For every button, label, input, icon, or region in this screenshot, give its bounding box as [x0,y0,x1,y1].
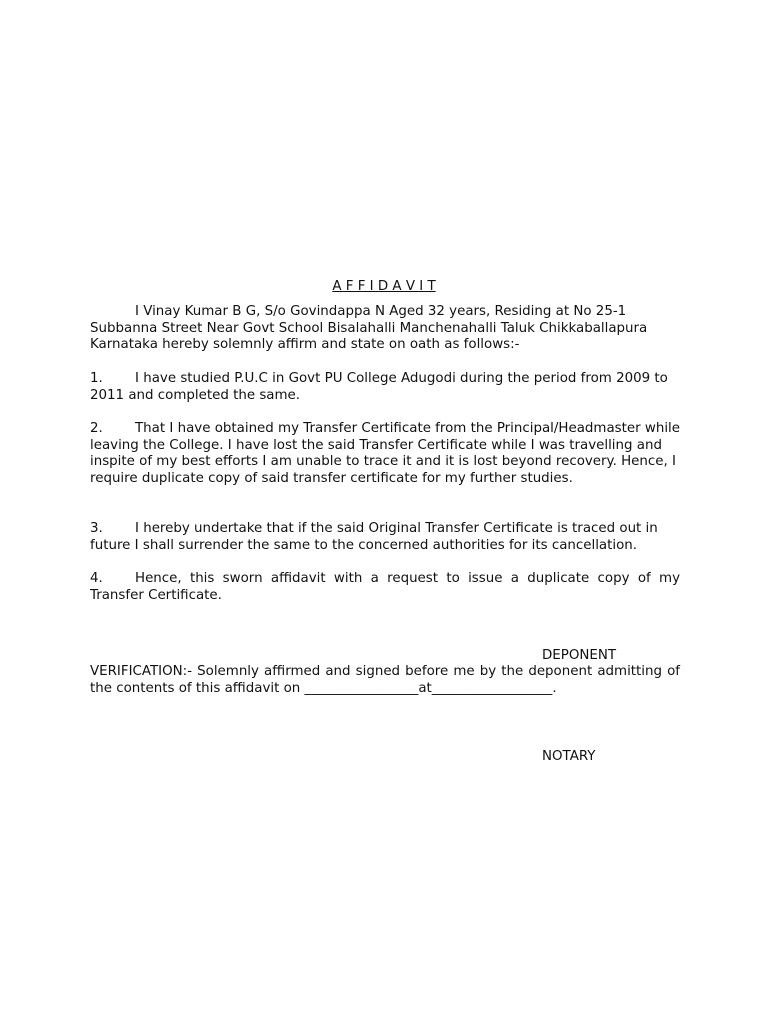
numbered-paragraph-2 [90,421,680,487]
verification-paragraph: VERIFICATION:- Solemnly affirmed and signed before me by the deponent admitting of the contents of this affidavit on _________________at__________________. [90,664,680,696]
notary-label: NOTARY [542,749,596,764]
deponent-label: DEPONENT [542,648,617,663]
paragraph-text: I hereby undertake that if the said Original Transfer Certificate is traced out in future I shall surrender the same to the concerned authorities for its cancellation. [90,521,658,553]
paragraph-number: 2. [90,421,103,436]
paragraph-text: I have studied P.U.C in Govt PU College Adugodi during the period from 2009 to 2011 and completed the same. [90,371,668,403]
intro-paragraph: I Vinay Kumar B G, S/o Govindappa N Aged 32 years, Residing at No 25-1 Subbanna Street Near Govt School Bisalahalli Manchenahalli Taluk Chikkaballapura Karnataka hereby solemnly affirm and state on oath as follows:- [90,304,648,353]
paragraph-number: 1. [90,371,103,386]
paragraph-number: 4. [90,571,103,586]
paragraph-text: That I have obtained my Transfer Certificate from the Principal/Headmaster while leaving the College. I have lost the said Transfer Certificate while I was travelling and inspite of my best efforts I am unable to trace it and it is lost beyond recovery. Hence, I require duplicate copy of said transfer certificate for my further studies. [90,421,681,486]
paragraph-number: 3. [90,521,103,536]
numbered-paragraph-4 [90,571,680,604]
document-title: A F F I D A V I T [332,279,436,294]
numbered-paragraph-3 [90,521,680,554]
paragraph-text: Hence, this sworn affidavit with a request to issue a duplicate copy of my Transfer Certificate. [90,571,680,603]
numbered-paragraph-1 [90,371,680,404]
